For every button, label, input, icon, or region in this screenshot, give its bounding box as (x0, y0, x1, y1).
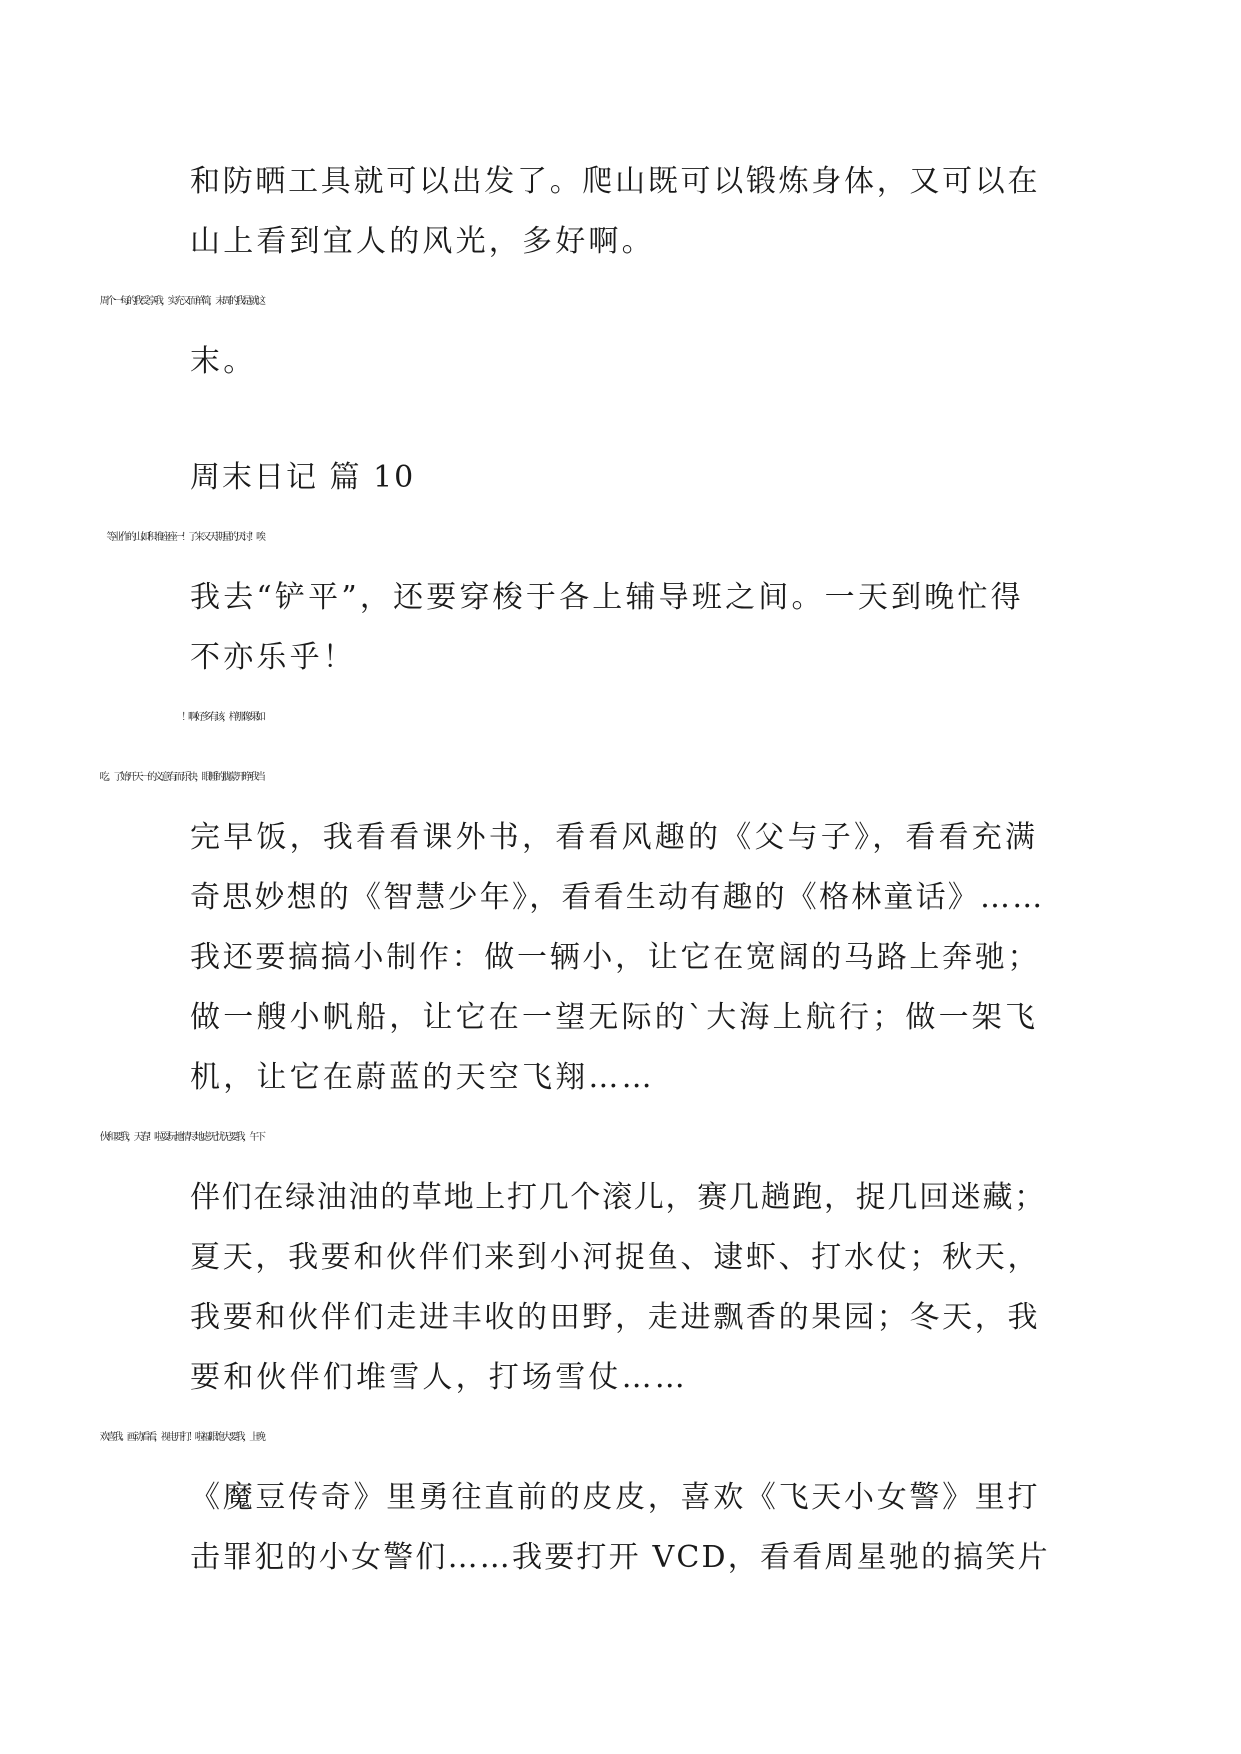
text-line: 夏天，我要和伙伴们来到小河捉鱼、逮虾、打水仗；秋天， (190, 1240, 1041, 1275)
text-line (190, 1418, 1118, 1458)
text-line: 完早饭，我看看课外书，看看风趣的《父与子》，看看充满 (190, 820, 1039, 855)
text-line: 要和伙伴们堆雪人，打场雪仗…… (190, 1360, 688, 1395)
text-line (190, 698, 1118, 738)
text-line: 末。 (190, 344, 257, 379)
text-line: 《魔豆传奇》里勇往直前的皮皮，喜欢《飞天小女警》里打 (190, 1480, 1041, 1515)
text-line: 奇思妙想的《智慧少年》，看看生动有趣的《格林童话》…… (190, 880, 1045, 915)
text-line (190, 518, 1118, 558)
section-heading: 周末日记 篇 10 (190, 460, 416, 495)
text-line: 我去“铲平”，还要穿梭于各上辅导班之间。一天到晚忙得 (190, 580, 1024, 615)
text-line: 我要和伙伴们走进丰收的田野，走进飘香的果园；冬天，我 (190, 1300, 1041, 1335)
text-line (190, 758, 1118, 798)
text-line: 我还要搞搞小制作：做一辆小，让它在宽阔的马路上奔驰； (190, 940, 1041, 975)
text-line: 做一艘小帆船，让它在一望无际的`大海上航行；做一架飞 (190, 1000, 1039, 1035)
text-line: 和防晒工具就可以出发了。爬山既可以锻炼身体，又可以在 (190, 164, 1041, 199)
text-line (190, 282, 1118, 322)
text-line: 伴们在绿油油的草地上打几个滚儿，赛几趟跑，捉几回迷藏； (190, 1180, 1046, 1215)
text-line: 击罪犯的小女警们……我要打开 VCD，看看周星驰的搞笑片 (190, 1540, 1050, 1575)
text-line: 不亦乐乎！ (190, 640, 356, 675)
text-line: 机，让它在蔚蓝的天空飞翔…… (190, 1060, 655, 1095)
text-line (190, 1118, 1118, 1158)
text-line: 山上看到宜人的风光，多好啊。 (190, 224, 655, 259)
